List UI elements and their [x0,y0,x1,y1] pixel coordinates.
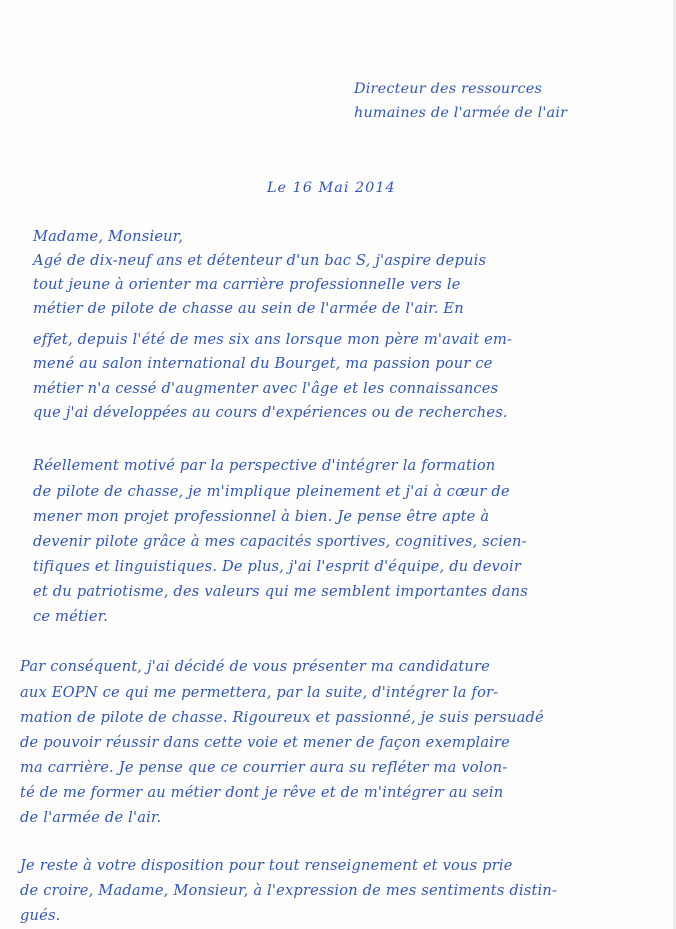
paragraph-line: Réellement motivé par la perspective d'intégrer la formation [33,457,496,474]
paragraph-line: ma carrière. Je pense que ce courrier aura su refléter ma volon- [20,759,508,776]
paragraph-line: tifiques et linguistiques. De plus, j'ai l'esprit d'équipe, du devoir [33,558,522,575]
paragraph-line: de pouvoir réussir dans cette voie et mener de façon exemplaire [20,734,511,751]
paragraph-line: métier de pilote de chasse au sein de l'armée de l'air. En [33,300,464,317]
paragraph-line: de l'armée de l'air. [20,809,162,826]
paragraph-line: mation de pilote de chasse. Rigoureux et passionné, je suis persuadé [20,709,544,726]
closing-line: Je reste à votre disposition pour tout renseignement et vous prie [20,857,513,874]
paragraph-line: mener mon projet professionnel à bien. Je pense être apte à [33,508,490,525]
recipient-line-1: Directeur des ressources [354,81,543,97]
letter-date: Le 16 Mai 2014 [267,180,396,196]
recipient-line-2: humaines de l'armée de l'air [354,105,568,121]
paragraph-line: de pilote de chasse, je m'implique pleinement et j'ai à cœur de [33,483,510,500]
paragraph-line: mené au salon international du Bourget, ma passion pour ce [33,355,493,372]
paragraph-line: tout jeune à orienter ma carrière professionnelle vers le [33,276,461,293]
salutation: Madame, Monsieur, [33,228,184,245]
closing-line: de croire, Madame, Monsieur, à l'expression de mes sentiments distin- [20,882,558,899]
paragraph-line: que j'ai développées au cours d'expériences ou de recherches. [33,404,508,421]
paragraph-line: effet, depuis l'été de mes six ans lorsque mon père m'avait em- [33,331,513,348]
paragraph-line: et du patriotisme, des valeurs qui me semblent importantes dans [33,583,528,600]
paragraph-line: té de me former au métier dont je rêve et de m'intégrer au sein [20,784,504,801]
paragraph-line: devenir pilote grâce à mes capacités sportives, cognitives, scien- [33,533,527,550]
paragraph-line: ce métier. [33,608,109,625]
paragraph-line: métier n'a cessé d'augmenter avec l'âge et les connaissances [33,380,499,397]
paragraph-line: aux EOPN ce qui me permettera, par la suite, d'intégrer la for- [20,684,499,701]
paragraph-line: Agé de dix-neuf ans et détenteur d'un bac S, j'aspire depuis [33,252,487,269]
closing-line: gués. [20,907,61,924]
paragraph-line: Par conséquent, j'ai décidé de vous présenter ma candidature [20,658,491,675]
